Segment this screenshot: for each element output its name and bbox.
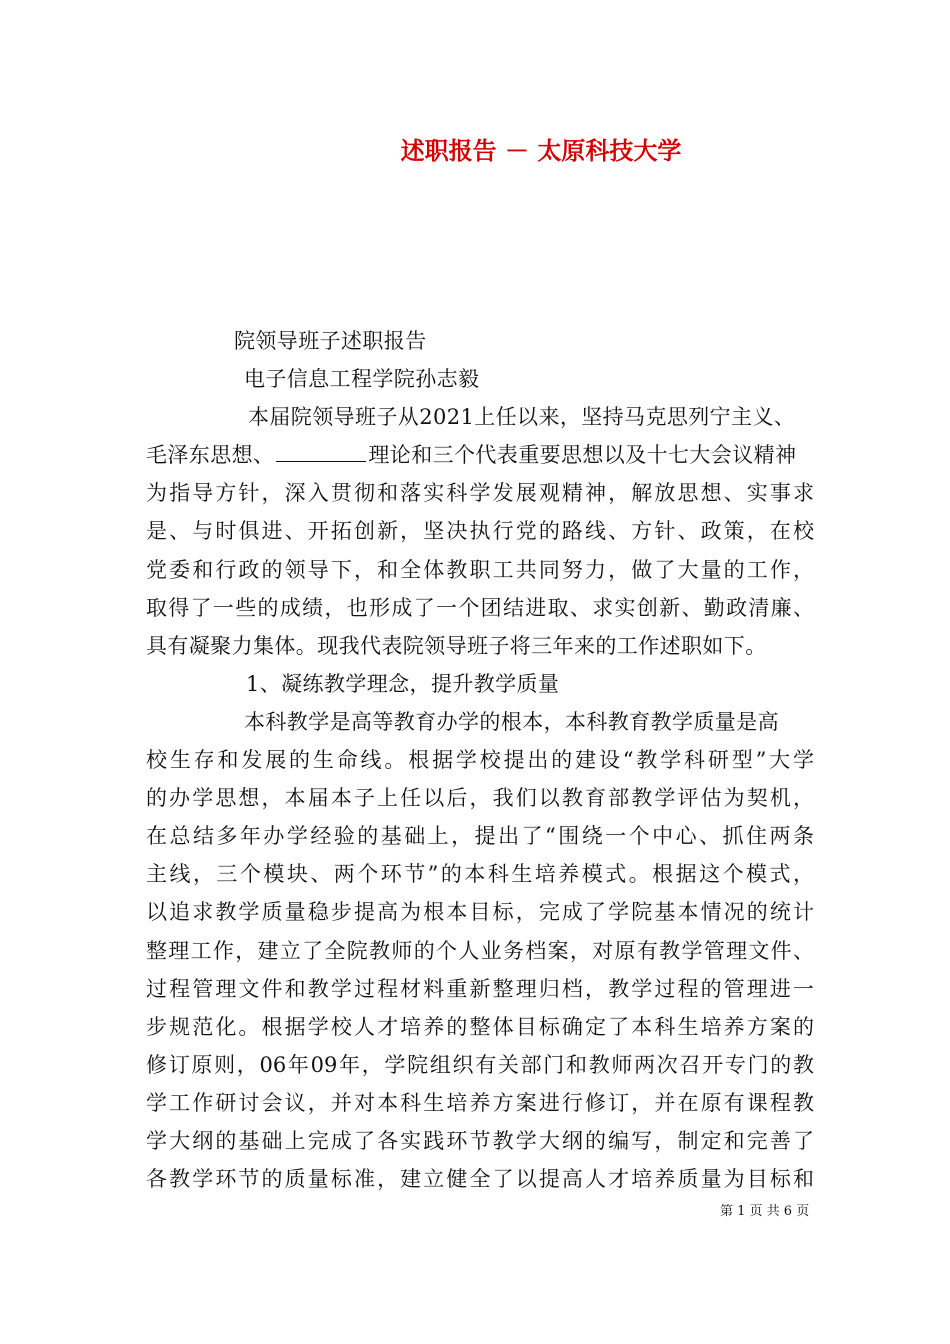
paragraph-2-line-4: 在总结多年办学经验的基础上，提出了“围绕一个中心、抓住两条 — [146, 824, 814, 849]
paragraph-2-line-6: 以追求教学质量稳步提高为根本目标，完成了学院基本情况的统计 — [146, 900, 814, 925]
paragraph-2-line-9: 步规范化。根据学校人才培养的整体目标确定了本科生培养方案的 — [146, 1014, 814, 1039]
section-1-heading: 1、凝练教学理念，提升教学质量 — [246, 671, 560, 696]
paragraph-2-line-5: 主线，三个模块、两个环节”的本科生培养模式。根据这个模式， — [146, 862, 814, 887]
paragraph-1-line-2-start: 毛泽东思想、 — [146, 443, 275, 468]
page-title: 述职报告 － 太原科技大学 — [400, 137, 682, 165]
report-heading: 院领导班子述职报告 — [234, 329, 427, 353]
paragraph-1-line-7: 具有凝聚力集体。现我代表院领导班子将三年来的工作述职如下。 — [146, 633, 767, 658]
paragraph-2-line-13: 各教学环节的质量标准，建立健全了以提高人才培养质量为目标和 — [146, 1167, 814, 1192]
page-number-footer: 第 1 页 共 6 页 — [720, 1204, 810, 1219]
paragraph-2-line-12: 学大纲的基础上完成了各实践环节教学大纲的编写，制定和完善了 — [146, 1128, 814, 1153]
paragraph-2-line-2: 校生存和发展的生命线。根据学校提出的建设“教学科研型”大学 — [146, 748, 814, 773]
paragraph-1-line-1: 本届院领导班子从2021上任以来，坚持马克思列宁主义、 — [248, 405, 796, 430]
paragraph-1-line-4: 是、与时俱进、开拓创新，坚决执行党的路线、方针、政策，在校 — [146, 519, 814, 544]
paragraph-2-line-7: 整理工作，建立了全院教师的个人业务档案，对原有教学管理文件、 — [146, 938, 814, 963]
paragraph-2-line-1: 本科教学是高等教育办学的根本，本科教育教学质量是高 — [244, 709, 779, 734]
paragraph-2-line-8: 过程管理文件和教学过程材料重新整理归档，教学过程的管理进一 — [146, 976, 814, 1001]
paragraph-2-line-3: 的办学思想，本届本子上任以后，我们以教育部教学评估为契机， — [146, 786, 814, 811]
paragraph-2-line-10: 修订原则，06年09年，学院组织有关部门和教师两次召开专门的教 — [146, 1052, 814, 1077]
paragraph-1-line-2 — [146, 436, 814, 474]
paragraph-1-line-2-end: 理论和三个代表重要思想以及十七大会议精神 — [368, 443, 797, 468]
paragraph-1-line-5: 党委和行政的领导下，和全体教职工共同努力，做了大量的工作， — [146, 557, 814, 582]
fill-in-blank — [276, 441, 366, 462]
document-body — [146, 322, 814, 1198]
author-line: 电子信息工程学院孙志毅 — [244, 367, 480, 392]
paragraph-1-line-3: 为指导方针，深入贯彻和落实科学发展观精神，解放思想、实事求 — [146, 481, 814, 506]
paragraph-1-line-6: 取得了一些的成绩，也形成了一个团结进取、求实创新、勤政清廉、 — [146, 595, 814, 620]
paragraph-2-line-11: 学工作研讨会议，并对本科生培养方案进行修订，并在原有课程教 — [146, 1090, 814, 1115]
